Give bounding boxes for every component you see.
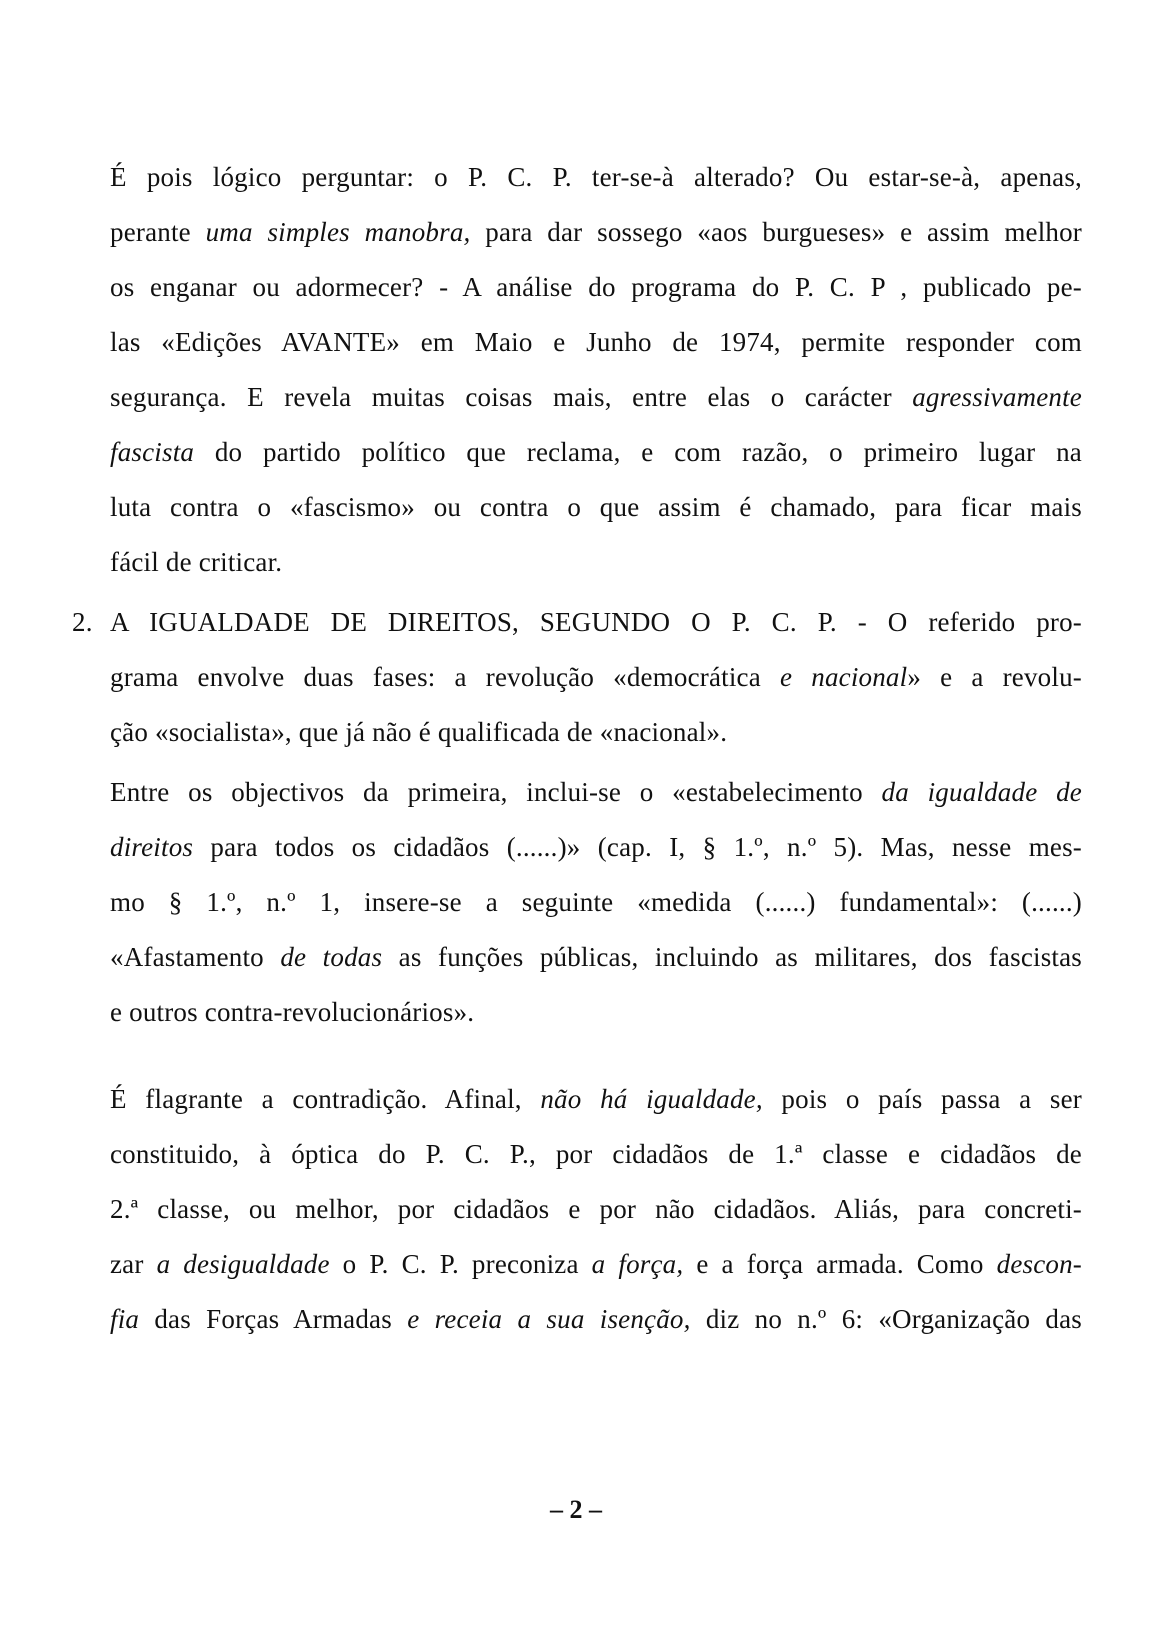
- paragraph-3: [110, 765, 1082, 1040]
- italic-phrase: descon-: [996, 1249, 1082, 1279]
- text-line: É pois lógico perguntar: o P. C. P. ter-se-à alterado? Ou estar-se-à, apenas,: [110, 162, 1082, 192]
- italic-phrase: e receia a sua isenção,: [407, 1304, 691, 1334]
- italic-phrase: fia: [110, 1304, 140, 1334]
- text-line: É flagrante a contradição. Afinal, não há igualdade, pois o país passa a ser: [110, 1084, 1082, 1114]
- text-line: constituido, à óptica do P. C. P., por cidadãos de 1.ª classe e cidadãos de: [110, 1139, 1082, 1169]
- text-line: ção «socialista», que já não é qualificada de «nacional».: [110, 717, 728, 747]
- text-line: segurança. E revela muitas coisas mais, entre elas o carácter agressivamente: [110, 382, 1082, 412]
- text-line: «Afastamento de todas as funções públicas, incluindo as militares, dos fascistas: [110, 942, 1083, 972]
- italic-phrase: uma simples manobra,: [205, 217, 471, 247]
- section-heading-line: A IGUALDADE DE DIREITOS, SEGUNDO O P. C. P. - O referido pro-: [110, 607, 1082, 637]
- italic-phrase: fascista: [110, 437, 195, 467]
- italic-phrase: e nacional: [780, 662, 908, 692]
- paragraph-4: [110, 1072, 1082, 1347]
- italic-phrase: não há igualdade,: [540, 1084, 763, 1114]
- text-line: Entre os objectivos da primeira, inclui-se o «estabelecimento da igualdade de: [110, 777, 1082, 807]
- text-line: os enganar ou adormecer? - A análise do programa do P. C. P , publicado pe-: [110, 272, 1082, 302]
- text-line: las «Edições AVANTE» em Maio e Junho de 1974, permite responder com: [110, 327, 1082, 357]
- section-number: 2.: [72, 607, 93, 637]
- italic-phrase: de todas: [280, 942, 383, 972]
- paragraph-1: [110, 150, 1082, 590]
- text-line: e outros contra-revolucionários».: [110, 997, 475, 1027]
- text-line: fascista do partido político que reclama, e com razão, o primeiro lugar na: [110, 437, 1082, 467]
- section-2: [72, 595, 1082, 760]
- text-line: luta contra o «fascismo» ou contra o que assim é chamado, para ficar mais: [110, 492, 1082, 522]
- text-line: fácil de criticar.: [110, 547, 283, 577]
- italic-phrase: da igualdade de: [881, 777, 1082, 807]
- text-line: zar a desigualdade o P. C. P. preconiza a força, e a força armada. Como descon-: [110, 1249, 1082, 1279]
- italic-phrase: agressivamente: [912, 382, 1082, 412]
- text-line: grama envolve duas fases: a revolução «democrática e nacional» e a revolu-: [110, 662, 1082, 692]
- text-line: 2.ª classe, ou melhor, por cidadãos e por não cidadãos. Aliás, para concreti-: [110, 1194, 1082, 1224]
- italic-phrase: a desigualdade: [156, 1249, 330, 1279]
- italic-phrase: a força,: [591, 1249, 684, 1279]
- text-line: direitos para todos os cidadãos (......)» (cap. I, § 1.º, n.º 5). Mas, nesse mes-: [110, 832, 1082, 862]
- italic-phrase: direitos: [110, 832, 194, 862]
- text-line: mo § 1.º, n.º 1, insere-se a seguinte «medida (......) fundamental»: (......): [110, 887, 1082, 917]
- text-line: fia das Forças Armadas e receia a sua isenção, diz no n.º 6: «Organização das: [110, 1304, 1082, 1334]
- page-number: – 2 –: [550, 1495, 602, 1524]
- text-line: perante uma simples manobra, para dar sossego «aos burgueses» e assim melhor: [110, 217, 1082, 247]
